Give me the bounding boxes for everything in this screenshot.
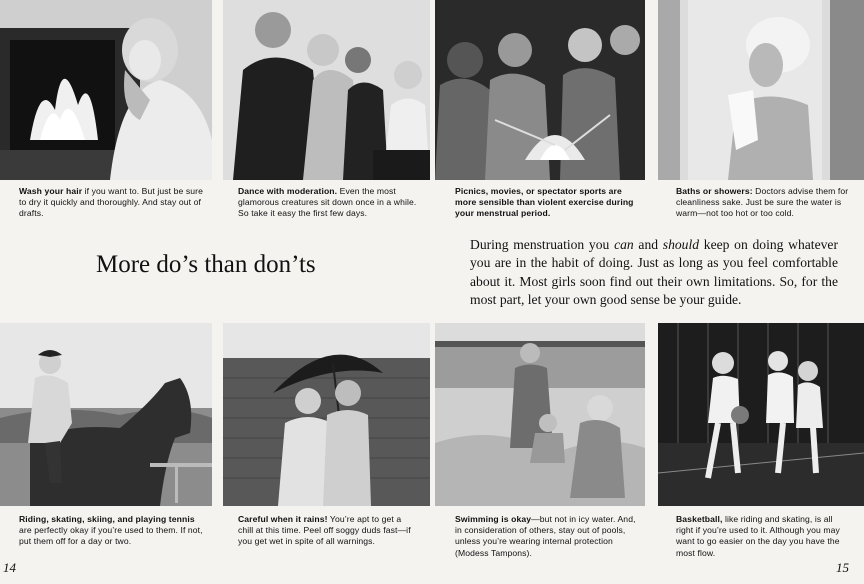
caption-basketball xyxy=(676,514,851,559)
caption-lead: Swimming is okay xyxy=(455,514,532,524)
caption-text: You’re apt to get a chill at this time. Peel off soggy duds fast—if you get wet in spite of all warnings. xyxy=(238,514,411,547)
caption-lead: Basketball, xyxy=(676,514,723,524)
photo-horse-riding xyxy=(0,323,212,506)
photo-campfire-picnic xyxy=(435,0,645,180)
intro-text-2: and xyxy=(633,237,663,252)
photo-beach-swimming xyxy=(435,323,645,506)
caption-lead: Dance with moderation. xyxy=(238,186,338,196)
caption-text: Even the most glamorous creatures sit down once in a while. So take it easy the first few days. xyxy=(238,186,417,219)
caption-swimming xyxy=(455,514,637,559)
photo-dancing-couples xyxy=(223,0,430,180)
intro-emphasis-can: can xyxy=(614,237,634,252)
page-number-left: 14 xyxy=(3,560,16,575)
caption-lead: Baths or showers: xyxy=(676,186,753,196)
caption-text: Doctors advise them for cleanliness sake. Just be sure the water is warm—not too hot or too cold. xyxy=(676,186,849,219)
caption-picnics xyxy=(455,186,635,220)
caption-lead: Riding, skating, skiing, and playing tennis xyxy=(19,514,195,524)
caption-lead: Wash your hair xyxy=(19,186,83,196)
photo-fireplace-hair-drying xyxy=(0,0,212,180)
caption-wash-hair xyxy=(19,186,204,220)
page-headline: More do’s than don’ts xyxy=(96,251,316,278)
caption-text: —but not in icy water. And, in consideration of others, stay out of pools, unless you’re wearing internal protection (Modess Tampons). xyxy=(455,514,636,558)
caption-baths xyxy=(676,186,851,220)
photo-basketball-gym xyxy=(658,323,864,506)
caption-riding xyxy=(19,514,204,548)
caption-dance xyxy=(238,186,418,220)
caption-text: like riding and skating, is all right if you’re used to it. Although you may want to go easier on the day you have the most flow. xyxy=(676,514,840,558)
intro-text-1: During menstruation you xyxy=(470,237,615,252)
intro-paragraph xyxy=(470,236,838,310)
photo-shower xyxy=(658,0,864,180)
caption-lead: Picnics, movies, or spectator sports are more sensible than violent exercise during your menstrual period. xyxy=(455,186,634,219)
caption-text: if you want to. But just be sure to dry it quickly and thoroughly. And stay out of drafts. xyxy=(19,186,203,219)
intro-text-3: keep on doing whatever you are in the habit of doing. Just as long as you feel comfortable about it. Most girls soon find out their own limitations. So, for the most part, let your own good sense be your guide. xyxy=(470,237,838,308)
intro-emphasis-should: should xyxy=(662,237,700,252)
caption-rain xyxy=(238,514,418,548)
photo-umbrella-rain xyxy=(223,323,430,506)
caption-text: are perfectly okay if you’re used to them. If not, put them off for a day or two. xyxy=(19,525,203,547)
caption-lead: Careful when it rains! xyxy=(238,514,328,524)
page-number-right: 15 xyxy=(836,560,849,575)
